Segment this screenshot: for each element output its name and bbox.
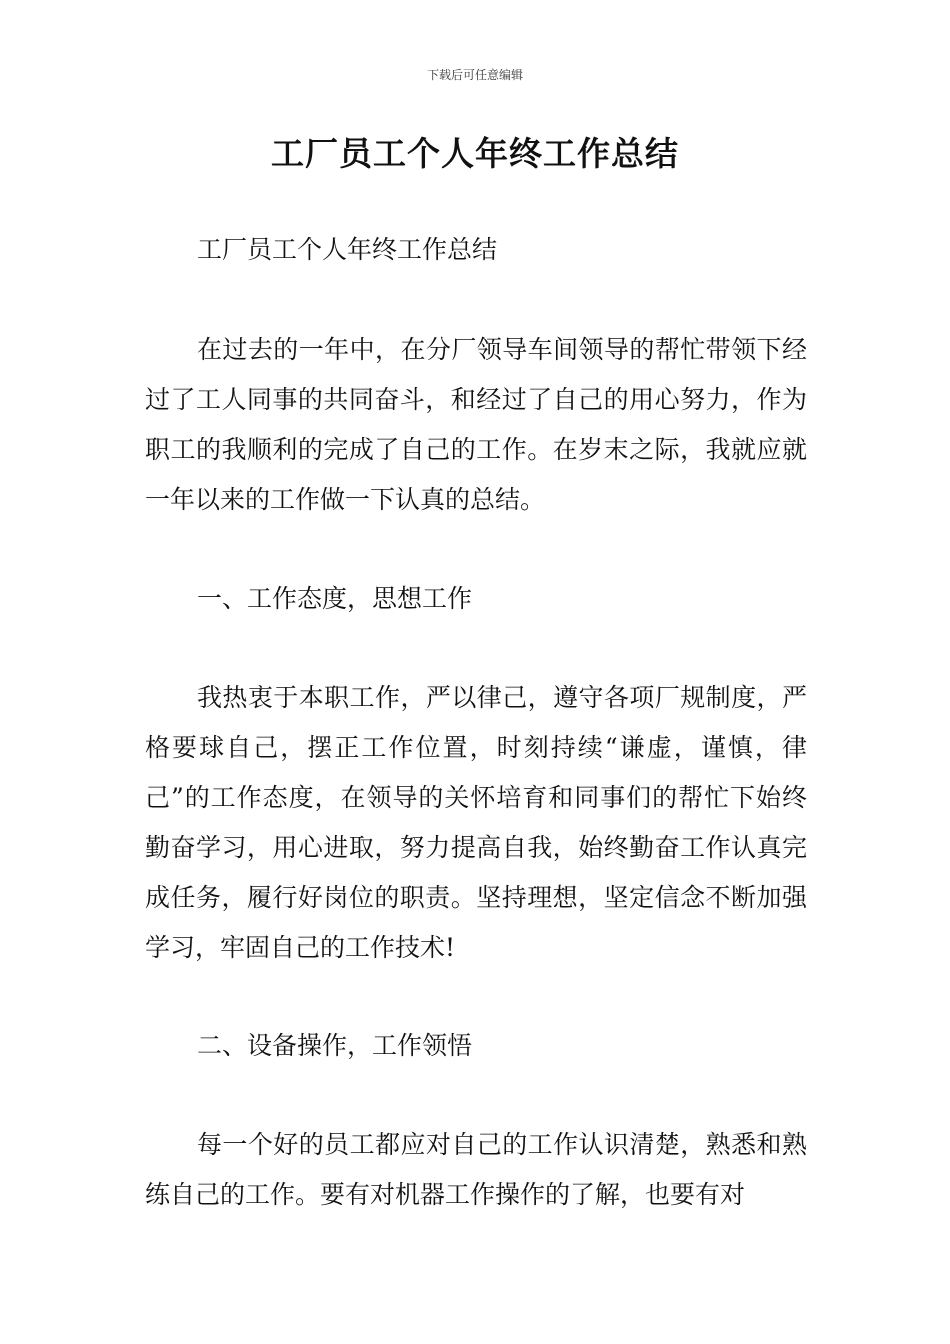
- document-title: 工厂员工个人年终工作总结: [271, 134, 679, 173]
- section-heading-2: 二、设备操作，工作领悟: [197, 1031, 473, 1060]
- header-note: 下载后可任意编辑: [426, 68, 523, 82]
- subtitle-paragraph: 工厂员工个人年终工作总结: [197, 235, 498, 264]
- intro-paragraph: 在过去的一年中，在分厂领导车间领导的帮忙带领下经过了工人同事的共同奋斗，和经过了自己的用心努力，作为职工的我顺利的完成了自己的工作。在岁末之际，我就应就一年以来的工作做一下认真的总结。: [145, 335, 807, 514]
- section-heading-1: 一、工作态度，思想工作: [197, 584, 473, 613]
- section-1-paragraph: 我热衷于本职工作，严以律己，遵守各项厂规制度，严格要球自己，摆正工作位置，时刻持续“谦虚，谨慎，律己”的工作态度，在领导的关怀培育和同事们的帮忙下始终勤奋学习，用心进取，努力提高自我，始终勤奋工作认真完成任务，履行好岗位的职责。坚持理想，坚定信念不断加强学习，牢固自己的工作技术!: [145, 683, 807, 962]
- section-2-paragraph: 每一个好的员工都应对自己的工作认识清楚，熟悉和熟练自己的工作。要有对机器工作操作的了解，也要有对: [145, 1130, 807, 1209]
